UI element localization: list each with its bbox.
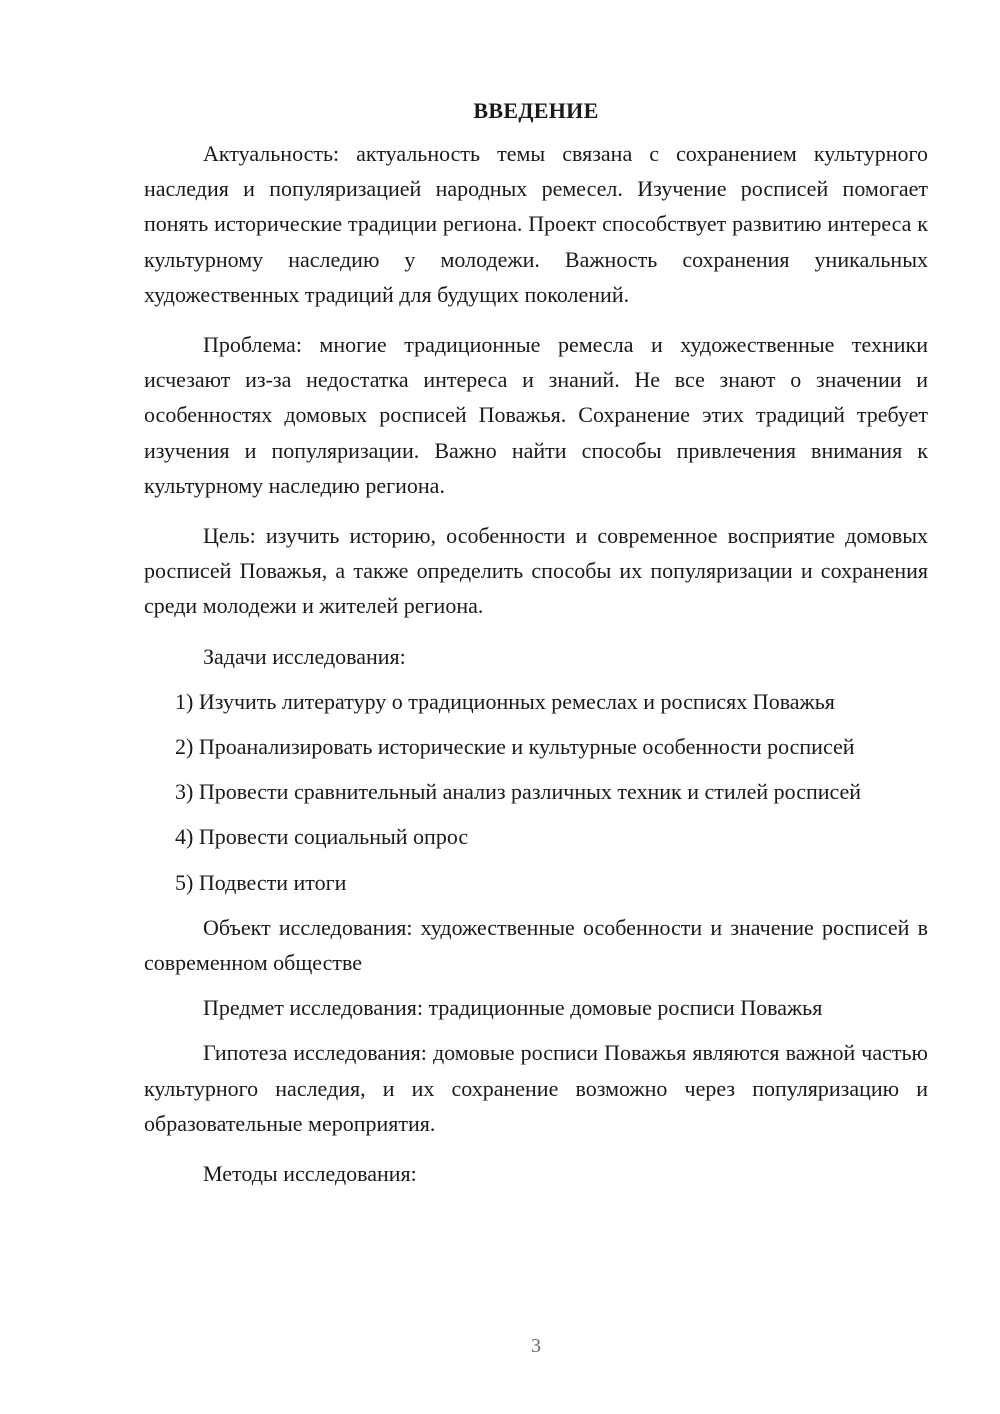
hypothesis-paragraph: Гипотеза исследования: домовые росписи Поважья являются важной частью культурного наследия, и их сохранение возможно через популяризацию и образовательные мероприятия.	[144, 1040, 928, 1136]
page-content	[144, 96, 928, 1206]
page-number: 3	[531, 1335, 541, 1357]
task-item-5: 5) Подвести итоги	[175, 869, 347, 895]
methods-heading: Методы исследования:	[203, 1161, 417, 1187]
object-paragraph: Объект исследования: художественные особенности и значение росписей в современном обществе	[144, 914, 928, 976]
task-item-4: 4) Провести социальный опрос	[175, 824, 469, 850]
task-item-2: 2) Проанализировать исторические и культурные особенности росписей	[175, 734, 855, 760]
task-item-1: 1) Изучить литературу о традиционных ремеслах и росписях Поважья	[175, 688, 835, 714]
goal-paragraph: Цель: изучить историю, особенности и современное восприятие домовых росписей Поважья, а также определить способы их популяризации и сохранения среди молодежи и жителей региона.	[144, 523, 928, 619]
relevance-paragraph: Актуальность: актуальность темы связана с сохранением культурного наследия и популяризацией народных ремесел. Изучение росписей помогает понять исторические традиции региона. Проект способствует развитию интереса к культурному наследию у молодежи. Важность сохранения уникальных художественных традиций для будущих поколений.	[144, 141, 928, 307]
tasks-heading: Задачи исследования:	[203, 643, 406, 669]
page-title: ВВЕДЕНИЕ	[473, 98, 599, 123]
subject-paragraph: Предмет исследования: традиционные домовые росписи Поважья	[203, 995, 823, 1021]
problem-paragraph: Проблема: многие традиционные ремесла и художественные техники исчезают из-за недостатка интереса и знаний. Не все знают о значении и особенностях домовых росписей Поважья. Сохранение этих традиций требует изучения и популяризации. Важно найти способы привлечения внимания к культурному наследию региона.	[144, 332, 928, 498]
task-item-3: 3) Провести сравнительный анализ различных техник и стилей росписей	[175, 779, 862, 805]
